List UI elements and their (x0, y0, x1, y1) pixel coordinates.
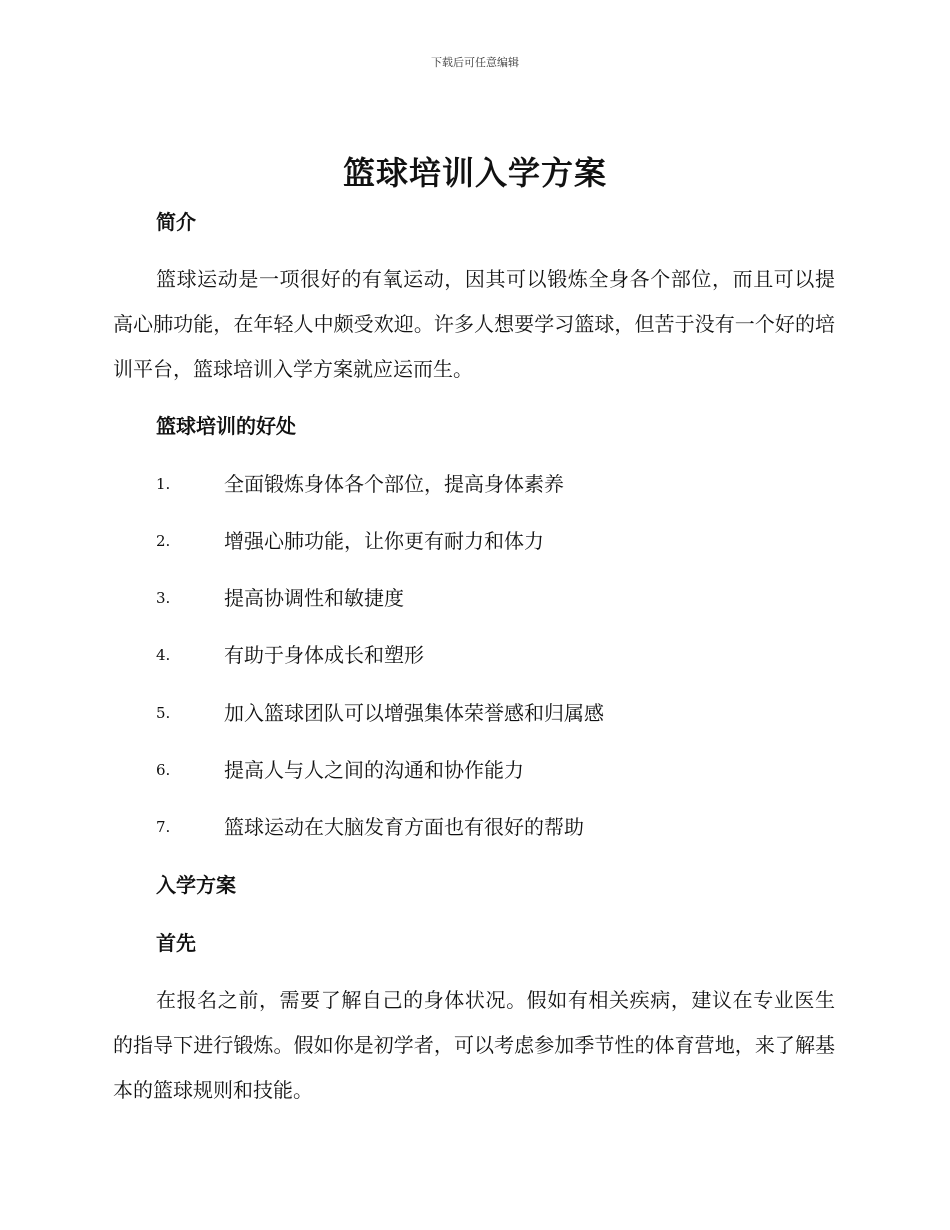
list-item (156, 470, 836, 498)
list-item-number: 6. (156, 761, 171, 779)
list-item (156, 527, 836, 555)
benefits-heading: 篮球培训的好处 (156, 414, 296, 438)
list-item (156, 756, 836, 784)
list-item-text: 增强心肺功能，让你更有耐力和体力 (224, 529, 544, 553)
document-title: 篮球培训入学方案 (342, 154, 607, 192)
intro-heading: 简介 (156, 210, 196, 234)
list-item-text: 提高人与人之间的沟通和协作能力 (224, 758, 524, 782)
intro-paragraph: 篮球运动是一项很好的有氧运动，因其可以锻炼全身各个部位，而且可以提高心肺功能，在年轻人中颇受欢迎。许多人想要学习篮球，但苦于没有一个好的培训平台，篮球培训入学方案就应运而生。 (113, 267, 835, 381)
list-item-number: 1. (156, 475, 171, 493)
page-header-note: 下载后可任意编辑 (431, 56, 519, 69)
list-item-number: 5. (156, 704, 171, 722)
list-item-text: 篮球运动在大脑发育方面也有很好的帮助 (224, 815, 584, 839)
list-item-number: 3. (156, 589, 171, 607)
admission-heading: 入学方案 (156, 873, 236, 897)
list-item-number: 7. (156, 818, 171, 836)
list-item (156, 813, 836, 841)
list-item-text: 全面锻炼身体各个部位，提高身体素养 (224, 472, 564, 496)
list-item-text: 提高协调性和敏捷度 (224, 586, 404, 610)
admission-paragraph: 在报名之前，需要了解自己的身体状况。假如有相关疾病，建议在专业医生的指导下进行锻炼。假如你是初学者，可以考虑参加季节性的体育营地，来了解基本的篮球规则和技能。 (113, 988, 835, 1102)
list-item-number: 4. (156, 646, 171, 664)
list-item-number: 2. (156, 532, 171, 550)
admission-subheading: 首先 (156, 931, 196, 955)
list-item (156, 699, 836, 727)
list-item (156, 584, 836, 612)
list-item (156, 641, 836, 669)
list-item-text: 有助于身体成长和塑形 (224, 643, 424, 667)
list-item-text: 加入篮球团队可以增强集体荣誉感和归属感 (224, 701, 604, 725)
